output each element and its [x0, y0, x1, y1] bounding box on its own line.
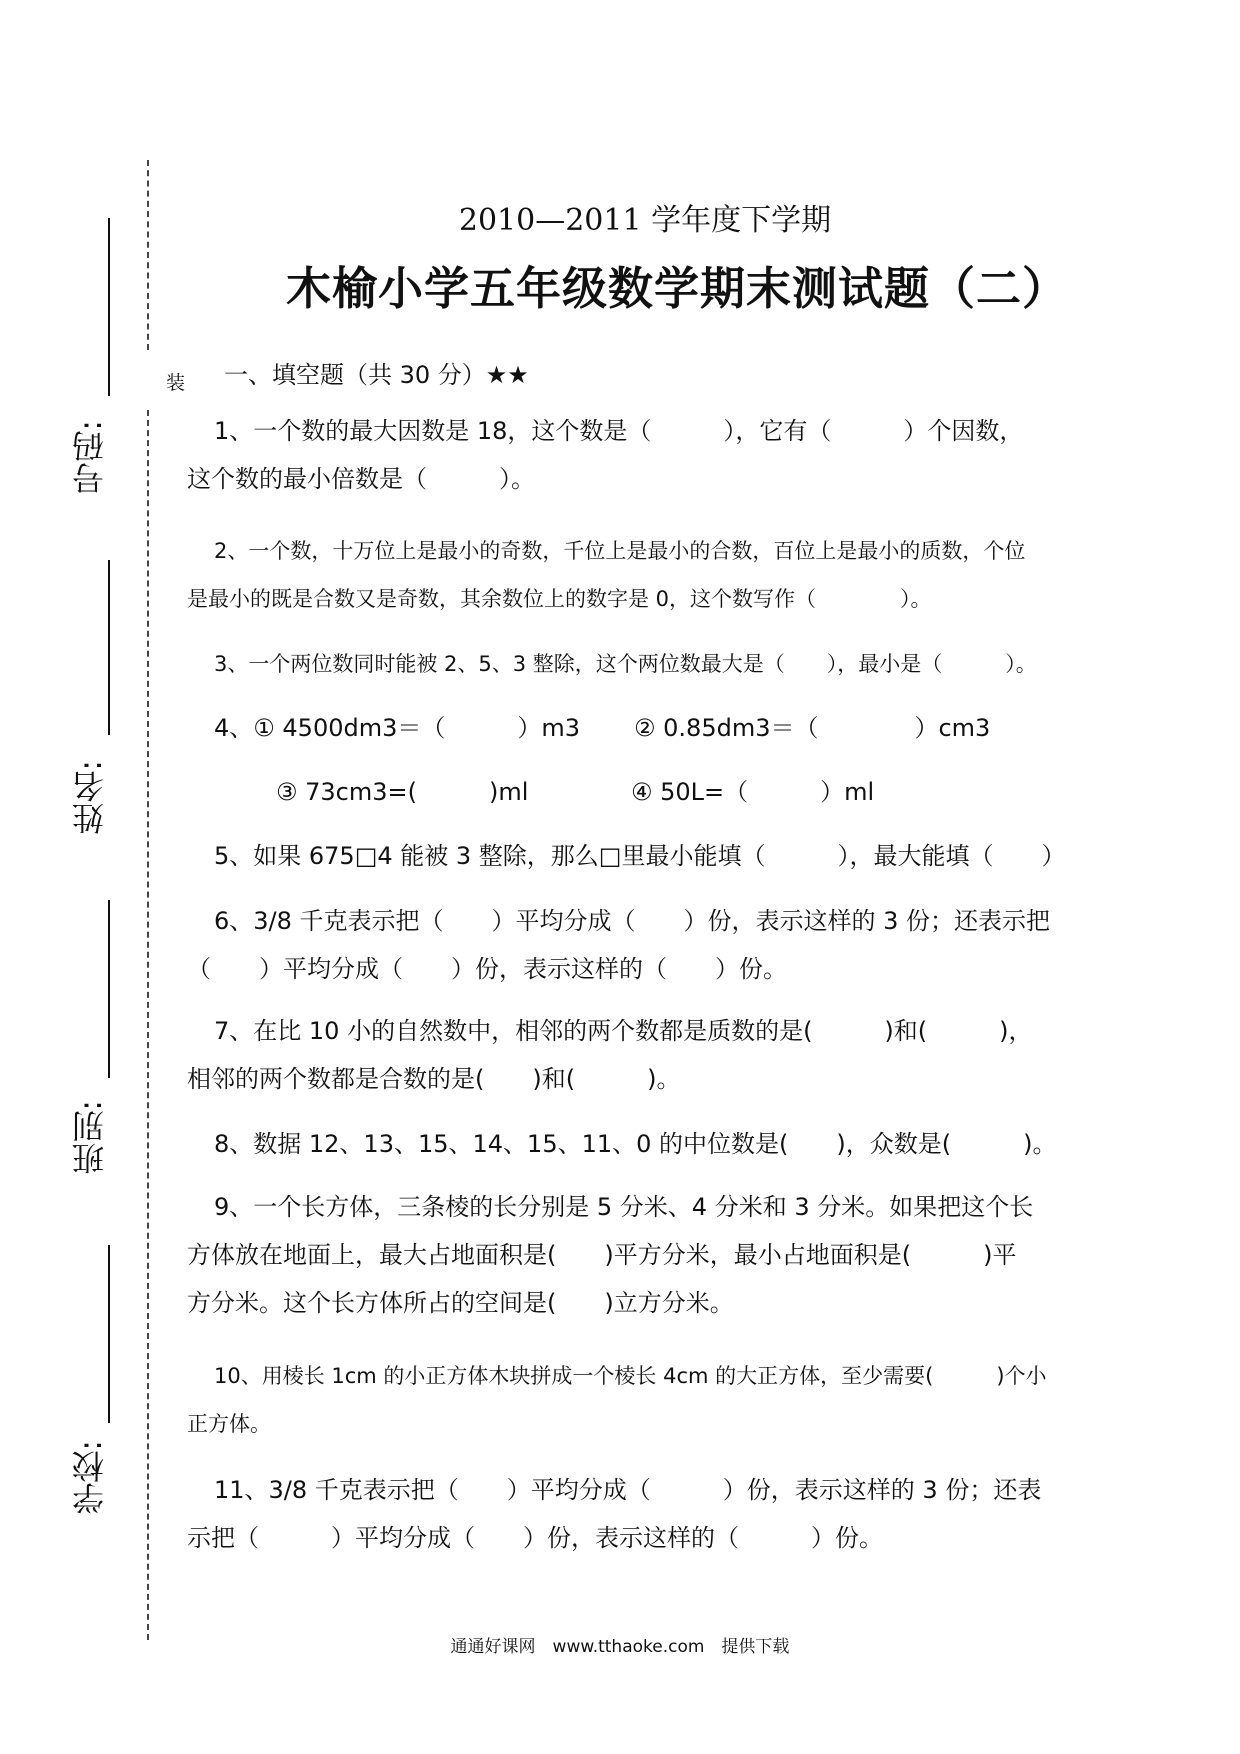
question-3-line-1: 3、一个两位数同时能被 2、5、3 整除，这个两位数最大是（ ），最小是（ ）。	[214, 652, 1037, 676]
question-9-line-1: 9、一个长方体，三条棱的长分别是 5 分米、4 分米和 3 分米。如果把这个长	[214, 1193, 1034, 1221]
question-4	[187, 704, 1067, 752]
question-10-line-1: 10、用棱长 1cm 的小正方体木块拼成一个棱长 4cm 的大正方体，至少需要( )个小	[214, 1364, 1047, 1388]
class-field-line[interactable]	[108, 900, 110, 1078]
name-field-label: 姓名:	[71, 760, 109, 835]
question-4-line-1	[187, 704, 1067, 752]
question-9-line-2: 方体放在地面上，最大占地面积是( )平方分米，最小占地面积是( )平	[187, 1241, 1017, 1269]
school-field-label: 学校:	[71, 1440, 109, 1515]
question-5-line-1: 5、如果 675□4 能被 3 整除，那么□里最小能填（ ），最大能填（ ）	[214, 842, 1066, 870]
question-4-part-4: ④ 50L=（ ）ml	[631, 778, 875, 806]
question-4-line-2	[276, 768, 976, 816]
question-4-part-2: ② 0.85dm3＝（ ）cm3	[634, 714, 991, 742]
question-7-line-1: 7、在比 10 小的自然数中，相邻的两个数都是质数的是( )和( )，	[214, 1017, 1033, 1045]
exam-title: 木榆小学五年级数学期末测试题（二）	[286, 262, 1069, 315]
question-10-line-2: 正方体。	[187, 1412, 271, 1436]
question-8-line-1: 8、数据 12、13、15、14、15、11、0 的中位数是( )，众数是( )。	[214, 1130, 1057, 1158]
exam-term: 2010—2011 学年度下学期	[458, 203, 832, 238]
question-9-line-3: 方分米。这个长方体所占的空间是( )立方分米。	[187, 1289, 734, 1317]
question-6-line-1: 6、3/8 千克表示把（ ）平均分成（ ）份，表示这样的 3 份；还表示把	[214, 907, 1051, 935]
binding-dashed-line-bottom	[147, 410, 149, 1640]
question-2-line-1: 2、一个数，十万位上是最小的奇数，千位上是最小的合数，百位上是最小的质数，个位	[214, 539, 1026, 563]
question-11	[187, 1466, 1067, 1562]
question-9	[187, 1183, 1067, 1327]
question-4-part-3: ③ 73cm3=( )ml	[276, 778, 529, 806]
question-11-line-1: 11、3/8 千克表示把（ ）平均分成（ ）份，表示这样的 3 份；还表	[214, 1476, 1042, 1504]
binding-dashed-line-top	[147, 160, 149, 350]
question-4-part-1: 4、① 4500dm3＝（ ）m3	[214, 714, 581, 742]
question-11-line-2: 示把（ ）平均分成（ ）份，表示这样的（ ）份。	[187, 1524, 883, 1552]
question-7	[187, 1007, 1067, 1103]
question-4-row-2	[276, 768, 976, 816]
question-1-line-2: 这个数的最小倍数是（ ）。	[187, 465, 535, 493]
binding-mark: 装	[166, 372, 186, 394]
question-1-line-1: 1、一个数的最大因数是 18，这个数是（ ），它有（ ）个因数，	[214, 417, 1024, 445]
question-1	[187, 407, 1067, 503]
school-field-line[interactable]	[108, 1245, 110, 1423]
number-field-line[interactable]	[108, 218, 110, 396]
number-field-label: 号码:	[71, 420, 109, 495]
class-field-label: 班别:	[71, 1100, 109, 1175]
question-2	[187, 527, 1067, 623]
question-3	[187, 640, 1067, 688]
name-field-line[interactable]	[108, 560, 110, 735]
question-2-line-2: 是最小的既是合数又是奇数，其余数位上的数字是 0，这个数写作（ ）。	[187, 587, 932, 611]
question-8	[187, 1120, 1067, 1168]
footer-source: 通通好课网 www.tthaoke.com 提供下载	[450, 1637, 790, 1657]
question-6	[187, 897, 1067, 993]
question-5	[187, 832, 1067, 880]
question-7-line-2: 相邻的两个数都是合数的是( )和( )。	[187, 1065, 681, 1093]
question-10	[187, 1352, 1067, 1448]
section-title: 一、填空题（共 30 分）★★	[224, 361, 529, 389]
question-6-line-2: （ ）平均分成（ ）份，表示这样的（ ）份。	[187, 955, 787, 983]
